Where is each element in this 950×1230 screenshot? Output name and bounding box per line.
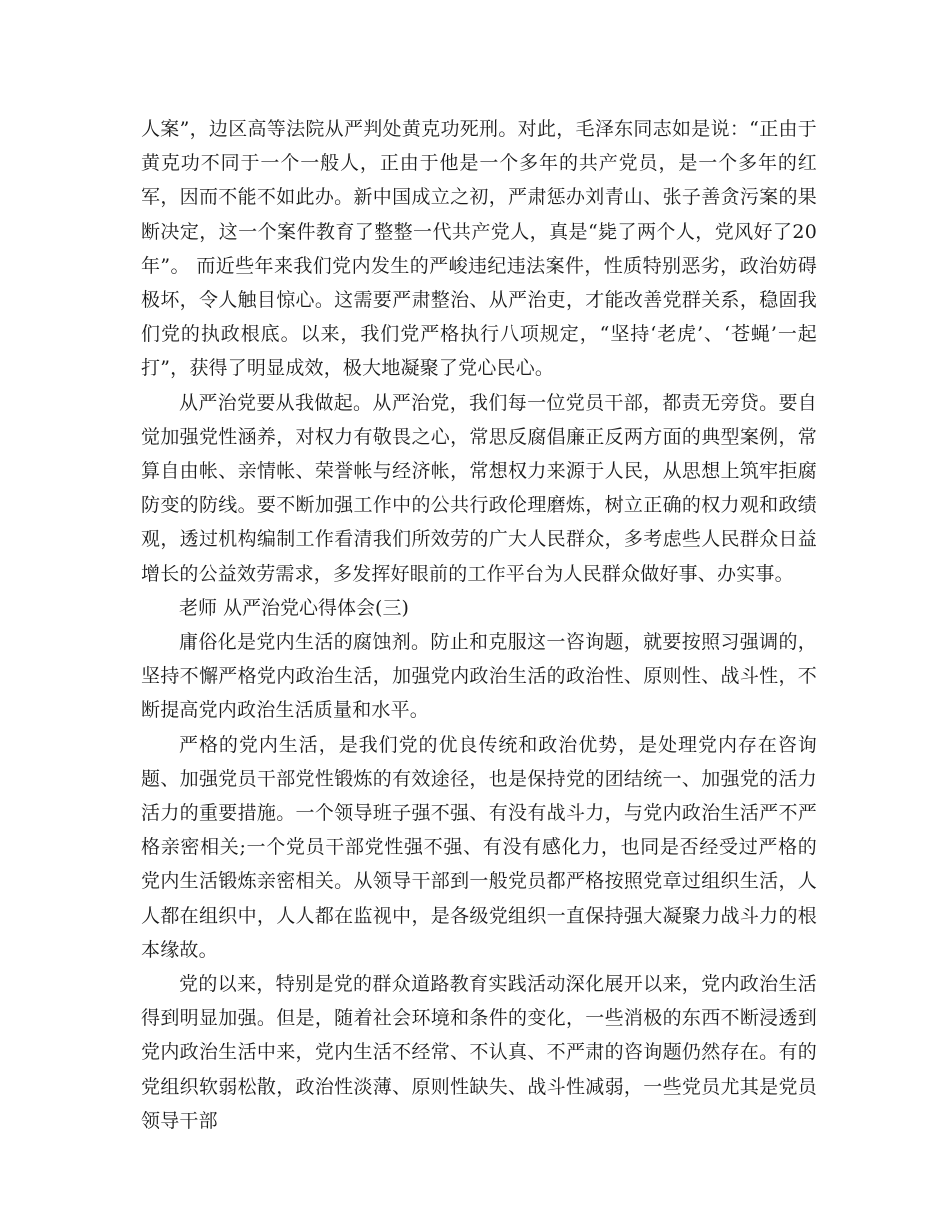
paragraph-vulgarization: 庸俗化是党内生活的腐蚀剂。防止和克服这一咨询题，就要按照习强调的，坚持不懈严格党内政治生活，加强党内政治生活的政治性、原则性、战斗性，不断提高党内政治生活质量和水平。 xyxy=(141,631,817,722)
paragraph-self-discipline: 从严治党要从我做起。从严治党，我们每一位党员干部，都责无旁贷。要自觉加强党性涵养，对权力有敬畏之心，常思反腐倡廉正反两方面的典型案例，常算自由帐、亲情帐、荣誉帐与经济帐，常想权力来源于人民，从思想上筑牢拒腐防变的防线。要不断加强工作中的公共行政伦理磨炼，树立正确的权力观和政绩观，透过机构编制工作看清我们所效劳的广大人民群众，多考虑些人民群众日益增长的公益效劳需求，多发挥好眼前的工作平台为人民群众做好事、办实事。 xyxy=(141,391,817,585)
paragraph-strict-party-life: 严格的党内生活，是我们党的优良传统和政治优势，是处理党内存在咨询题、加强党员干部党性锻炼的有效途径，也是保持党的团结统一、加强党的活力活力的重要措施。一个领导班子强不强、有没有战斗力，与党内政治生活严不严格亲密相关;一个党员干部党性强不强、有没有感化力，也同是否经受过严格的党内生活锻炼亲密相关。从领导干部到一般党员都严格按照党章过组织生活，人人都在组织中，人人都在监视中，是各级党组织一直保持强大凝聚力战斗力的根本缘故。 xyxy=(141,733,817,961)
document-body xyxy=(141,112,817,1138)
paragraph-continuation: 人案”，边区高等法院从严判处黄克功死刑。对此，毛泽东同志如是说：“正由于黄克功不同于一个一般人，正由于他是一个多年的共产党员，是一个多年的红军，因而不能不如此办。新中国成立之初，严肃惩办刘青山、张子善贪污案的果断决定，这一个案件教育了整整一代共产党人，真是“毙了两个人，党风好了20年”。 而近些年来我们党内发生的严峻违纪违法案件，性质特别恶劣，政治妨碍极坏，令人触目惊心。这需要严肃整治、从严治吏，才能改善党群关系，稳固我们党的执政根底。以来，我们党严格执行八项规定，“坚持‘老虎’、‘苍蝇’一起打”，获得了明显成效，极大地凝聚了党心民心。 xyxy=(141,118,817,380)
section-heading: 老师 从严治党心得体会(三) xyxy=(179,596,409,619)
paragraph-party-since: 党的以来，特别是党的群众道路教育实践活动深化展开以来，党内政治生活得到明显加强。但是，随着社会环境和条件的变化，一些消极的东西不断浸透到党内政治生活中来，党内生活不经常、不认真、不严肃的咨询题仍然存在。有的党组织软弱松散，政治性淡薄、原则性缺失、战斗性减弱，一些党员尤其是党员领导干部 xyxy=(141,973,817,1132)
